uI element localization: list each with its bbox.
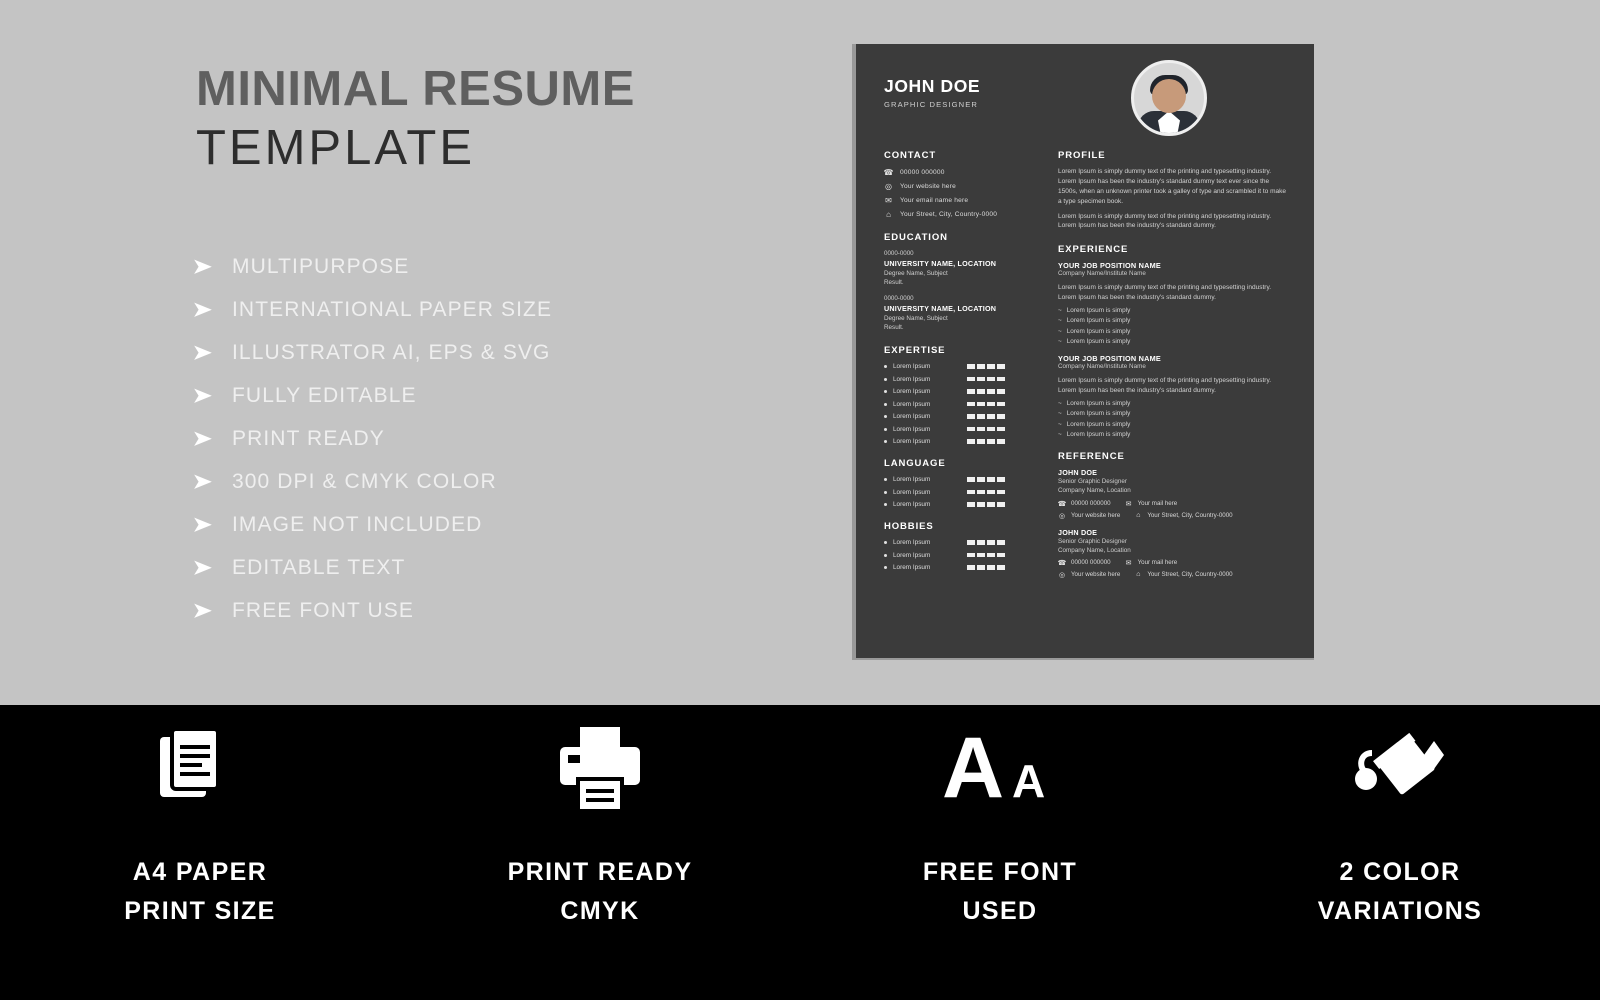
home-icon: ⌂ xyxy=(1136,512,1141,519)
reference-website-text: Your website here xyxy=(1071,571,1121,579)
job-company: Company Name/Institute Name xyxy=(1058,363,1146,371)
skill-bar xyxy=(977,427,985,432)
skill-bar-group xyxy=(967,414,1005,419)
experience-bullet xyxy=(1058,400,1288,407)
title-line-1: MINIMAL RESUME xyxy=(196,62,635,116)
skill-row xyxy=(884,501,1044,508)
skill-bar xyxy=(997,540,1005,545)
education-result: Result. xyxy=(884,278,904,286)
reference-phone-text: 00000 000000 xyxy=(1071,559,1111,567)
reference-contact-row-1 xyxy=(1058,500,1288,508)
skill-bar-group xyxy=(967,565,1005,570)
experience-bullet xyxy=(1058,317,1288,324)
chevron-right-icon: ➤ xyxy=(192,341,212,364)
reference-role: Senior Graphic Designer xyxy=(1058,478,1127,486)
experience-bullet xyxy=(1058,421,1288,428)
skill-bar xyxy=(997,402,1005,407)
experience-bullet-text: Lorem Ipsum is simply xyxy=(1066,338,1131,346)
skill-bar xyxy=(977,439,985,444)
skill-bar xyxy=(997,477,1005,482)
contact-text: 00000 000000 xyxy=(900,169,945,176)
bottom-feature-list xyxy=(0,705,1600,1000)
bullet-dot-icon xyxy=(884,478,887,481)
svg-text:A: A xyxy=(1012,755,1046,807)
printer-icon xyxy=(550,723,650,815)
skill-bar xyxy=(967,439,975,444)
profile-paragraph: Lorem Ipsum is simply dummy text of the printing and typesetting industry. Lorem Ipsum has been the industry's standard dummy text ever since the 1500s, when an unknown printer took a galley of type and scrambled it to make a type specimen book. xyxy=(1058,168,1286,205)
bottom-feature-line-2: USED xyxy=(962,896,1038,925)
bullet-dot-icon xyxy=(884,440,887,443)
skill-row xyxy=(884,539,1044,546)
tilde-icon: ~ xyxy=(1058,317,1062,325)
chevron-right-icon: ➤ xyxy=(192,384,212,407)
feature-item xyxy=(190,460,830,503)
tilde-icon: ~ xyxy=(1058,399,1062,407)
feature-item xyxy=(190,374,830,417)
feature-item xyxy=(190,503,830,546)
experience-section xyxy=(1058,244,1288,438)
skill-bar xyxy=(967,477,975,482)
chevron-right-icon: ➤ xyxy=(192,599,212,622)
experience-bullet xyxy=(1058,431,1288,438)
skill-bar xyxy=(997,502,1005,507)
resume-left-column xyxy=(884,150,1044,584)
skill-bar xyxy=(967,427,975,432)
job-position: YOUR JOB POSITION NAME xyxy=(1058,354,1161,364)
experience-bullet xyxy=(1058,338,1288,345)
experience-entry xyxy=(1058,354,1288,438)
feature-label: IMAGE NOT INCLUDED xyxy=(232,512,483,536)
skill-bar xyxy=(987,477,995,482)
skill-bar xyxy=(997,389,1005,394)
skill-label: Lorem Ipsum xyxy=(893,425,931,433)
skill-bar xyxy=(967,553,975,558)
language-title: LANGUAGE xyxy=(884,458,946,469)
avatar-face xyxy=(1152,79,1186,113)
reference-mail-text: Your mail here xyxy=(1137,559,1178,567)
feature-label: EDITABLE TEXT xyxy=(232,555,406,579)
skill-bar xyxy=(977,389,985,394)
avatar xyxy=(1131,60,1207,136)
skill-row xyxy=(884,376,1044,383)
expertise-section xyxy=(884,345,1044,445)
skill-bar xyxy=(997,553,1005,558)
job-description: Lorem Ipsum is simply dummy text of the printing and typesetting industry. Lorem Ipsum has been the industry's standard dummy. xyxy=(1058,377,1272,394)
tilde-icon: ~ xyxy=(1058,327,1062,335)
skill-bar xyxy=(987,427,995,432)
skill-bar xyxy=(977,402,985,407)
bullet-dot-icon xyxy=(884,566,887,569)
globe-icon: ◎ xyxy=(1058,512,1066,520)
skill-label: Lorem Ipsum xyxy=(893,551,931,559)
skill-bar xyxy=(977,377,985,382)
experience-bullet-text: Lorem Ipsum is simply xyxy=(1066,431,1131,439)
skill-bar xyxy=(987,553,995,558)
reference-contact-row-2 xyxy=(1058,571,1288,579)
skill-label: Lorem Ipsum xyxy=(893,539,931,546)
tilde-icon: ~ xyxy=(1058,431,1062,439)
skill-bar xyxy=(967,540,975,545)
skill-bar xyxy=(987,439,995,444)
reference-title: REFERENCE xyxy=(1058,451,1125,463)
skill-bar-group xyxy=(967,402,1005,407)
contact-row xyxy=(884,168,1044,177)
skill-bar xyxy=(977,565,985,570)
resume-right-column xyxy=(1058,150,1288,592)
experience-bullet-text: Lorem Ipsum is simply xyxy=(1066,327,1131,335)
skill-bar xyxy=(967,490,975,495)
experience-bullet-text: Lorem Ipsum is simply xyxy=(1066,317,1131,325)
title-line-2: TEMPLATE xyxy=(196,120,476,175)
skill-row xyxy=(884,426,1044,433)
reference-address xyxy=(1134,512,1232,520)
contact-text: Your Street, City, Country-0000 xyxy=(900,211,998,218)
experience-bullet-text: Lorem Ipsum is simply xyxy=(1066,420,1131,428)
bullet-dot-icon xyxy=(884,365,887,368)
feature-label: MULTIPURPOSE xyxy=(232,254,410,278)
bottom-feature-line-2: VARIATIONS xyxy=(1317,896,1483,925)
contact-text: Your email name here xyxy=(900,197,969,204)
font-icon xyxy=(940,723,1060,815)
education-entry xyxy=(884,250,1044,287)
profile-paragraph: Lorem Ipsum is simply dummy text of the printing and typesetting industry. Lorem Ipsum has been the industry's standard dummy. xyxy=(1058,212,1272,230)
skill-bar-group xyxy=(967,502,1005,507)
reference-name: JOHN DOE xyxy=(1058,527,1098,537)
bottom-feature xyxy=(0,705,400,1000)
skill-bar-group xyxy=(967,553,1005,558)
reference-role: Senior Graphic Designer xyxy=(1058,537,1127,545)
skill-bar-group xyxy=(967,477,1005,482)
bullet-dot-icon xyxy=(884,415,887,418)
experience-bullet-text: Lorem Ipsum is simply xyxy=(1066,399,1131,407)
resume-name: JOHN DOE xyxy=(884,76,981,96)
skill-row xyxy=(884,552,1044,559)
skill-row xyxy=(884,388,1044,395)
skill-row xyxy=(884,401,1044,408)
chevron-right-icon: ➤ xyxy=(192,470,212,493)
feature-label: PRINT READY xyxy=(232,426,385,450)
skill-bar-group xyxy=(967,427,1005,432)
skill-bar xyxy=(997,490,1005,495)
skill-bar xyxy=(977,477,985,482)
bottom-feature-line-1: PRINT READY xyxy=(507,858,693,886)
phone-icon: ☎ xyxy=(883,168,894,177)
documents-icon xyxy=(154,723,246,815)
skill-bar xyxy=(967,377,975,382)
bullet-dot-icon xyxy=(884,503,887,506)
phone-icon: ☎ xyxy=(1057,500,1067,508)
reference-company: Company Name, Location xyxy=(1058,546,1131,554)
skill-bar xyxy=(977,490,985,495)
reference-company: Company Name, Location xyxy=(1058,487,1131,495)
skill-bar-group xyxy=(967,364,1005,369)
skill-label: Lorem Ipsum xyxy=(893,501,931,508)
skill-bar xyxy=(997,364,1005,369)
feature-label: FULLY EDITABLE xyxy=(232,383,417,407)
reference-website xyxy=(1058,512,1120,520)
education-title: EDUCATION xyxy=(884,232,948,243)
reference-mail-text: Your mail here xyxy=(1137,500,1178,507)
skill-bar xyxy=(967,364,975,369)
tilde-icon: ~ xyxy=(1058,338,1062,346)
experience-bullet-text: Lorem Ipsum is simply xyxy=(1066,306,1131,314)
skill-label: Lorem Ipsum xyxy=(893,388,931,395)
feature-label: INTERNATIONAL PAPER SIZE xyxy=(232,297,553,321)
profile-title: PROFILE xyxy=(1058,150,1106,161)
skill-row xyxy=(884,489,1044,496)
skill-row xyxy=(884,438,1044,445)
education-section xyxy=(884,232,1044,332)
skill-bar xyxy=(967,389,975,394)
globe-icon: ◎ xyxy=(1058,571,1066,579)
reference-phone xyxy=(1058,500,1111,508)
globe-icon: ◎ xyxy=(885,182,892,191)
education-date: 0000-0000 xyxy=(884,250,914,257)
skill-bar xyxy=(977,502,985,507)
education-degree: Degree Name, Subject xyxy=(884,315,948,322)
feature-item xyxy=(190,589,830,632)
expertise-title: EXPERTISE xyxy=(884,345,946,356)
chevron-right-icon: ➤ xyxy=(192,255,212,278)
skill-bar xyxy=(997,439,1005,444)
skill-bar xyxy=(967,502,975,507)
education-date: 0000-0000 xyxy=(884,295,914,302)
language-section xyxy=(884,458,1044,508)
feature-list xyxy=(190,245,830,632)
profile-section xyxy=(1058,150,1288,231)
skill-bar xyxy=(987,364,995,369)
bullet-dot-icon xyxy=(884,491,887,494)
skill-label: Lorem Ipsum xyxy=(893,413,931,420)
skill-bar-group xyxy=(967,377,1005,382)
job-position: YOUR JOB POSITION NAME xyxy=(1058,261,1161,271)
resume-preview xyxy=(856,44,1314,658)
skill-bar-group xyxy=(967,439,1005,444)
mail-icon: ✉ xyxy=(1125,500,1132,508)
feature-item xyxy=(190,417,830,460)
home-icon: ⌂ xyxy=(1136,571,1141,579)
bottom-feature-line-1: 2 COLOR xyxy=(1339,858,1461,886)
phone-icon: ☎ xyxy=(1057,559,1067,567)
skill-bar-group xyxy=(967,490,1005,495)
experience-bullet-text: Lorem Ipsum is simply xyxy=(1066,410,1131,418)
experience-bullet xyxy=(1058,410,1288,417)
skill-bar xyxy=(987,414,995,419)
bottom-feature xyxy=(1200,705,1600,1000)
bottom-feature xyxy=(800,705,1200,1000)
skill-row xyxy=(884,476,1044,483)
reference-contact-row-2 xyxy=(1058,512,1288,520)
hobbies-section xyxy=(884,521,1044,571)
skill-label: Lorem Ipsum xyxy=(893,375,931,383)
home-icon: ⌂ xyxy=(886,210,891,219)
contact-row xyxy=(884,210,1044,219)
skill-label: Lorem Ipsum xyxy=(893,564,931,571)
page-title xyxy=(196,62,816,179)
svg-text:A: A xyxy=(942,723,1005,815)
bullet-dot-icon xyxy=(884,378,887,381)
skill-label: Lorem Ipsum xyxy=(893,488,931,496)
resume-role: GRAPHIC DESIGNER xyxy=(884,100,978,109)
skill-bar xyxy=(987,377,995,382)
reference-address-text: Your Street, City, Country-0000 xyxy=(1147,512,1233,519)
bullet-dot-icon xyxy=(884,541,887,544)
experience-title: EXPERIENCE xyxy=(1058,244,1129,256)
contact-row xyxy=(884,196,1044,205)
reference-contact-row-1 xyxy=(1058,559,1288,567)
skill-bar xyxy=(967,402,975,407)
bottom-feature-caption xyxy=(124,853,276,931)
reference-phone-text: 00000 000000 xyxy=(1071,500,1111,507)
bullet-dot-icon xyxy=(884,403,887,406)
feature-item xyxy=(190,546,830,589)
mail-icon: ✉ xyxy=(1125,559,1132,567)
skill-row xyxy=(884,413,1044,420)
bottom-feature-line-1: FREE FONT xyxy=(922,858,1078,886)
skill-row xyxy=(884,363,1044,370)
feature-item xyxy=(190,245,830,288)
skill-bar xyxy=(997,414,1005,419)
chevron-right-icon: ➤ xyxy=(192,513,212,536)
reference-mail xyxy=(1125,500,1178,508)
reference-address-text: Your Street, City, Country-0000 xyxy=(1147,571,1233,579)
skill-bar xyxy=(977,540,985,545)
reference-name: JOHN DOE xyxy=(1058,468,1098,478)
bottom-feature-line-2: PRINT SIZE xyxy=(124,896,276,925)
hobbies-title: HOBBIES xyxy=(884,521,934,532)
tilde-icon: ~ xyxy=(1058,410,1062,418)
skill-bar xyxy=(997,565,1005,570)
skill-bar xyxy=(997,427,1005,432)
skill-bar xyxy=(987,490,995,495)
contact-title: CONTACT xyxy=(884,150,937,161)
contact-row xyxy=(884,182,1044,191)
bottom-feature-caption xyxy=(923,853,1077,931)
feature-item xyxy=(190,331,830,374)
skill-bar xyxy=(987,389,995,394)
skill-label: Lorem Ipsum xyxy=(893,438,931,445)
job-description: Lorem Ipsum is simply dummy text of the printing and typesetting industry. Lorem Ipsum has been the industry's standard dummy. xyxy=(1058,284,1272,301)
tilde-icon: ~ xyxy=(1058,306,1062,314)
bullet-dot-icon xyxy=(884,554,887,557)
education-degree: Degree Name, Subject xyxy=(884,270,948,277)
reference-mail xyxy=(1125,559,1178,567)
bullet-dot-icon xyxy=(884,390,887,393)
education-school: UNIVERSITY NAME, LOCATION xyxy=(884,304,997,313)
skill-bar xyxy=(987,540,995,545)
chevron-right-icon: ➤ xyxy=(192,556,212,579)
feature-label: ILLUSTRATOR AI, EPS & SVG xyxy=(232,340,551,364)
mail-icon: ✉ xyxy=(885,196,892,205)
reference-entry xyxy=(1058,468,1288,519)
experience-bullet xyxy=(1058,307,1288,314)
experience-entry xyxy=(1058,261,1288,345)
skill-bar-group xyxy=(967,540,1005,545)
contact-section xyxy=(884,150,1044,219)
chevron-right-icon: ➤ xyxy=(192,298,212,321)
education-entry xyxy=(884,295,1044,332)
reference-section xyxy=(1058,451,1288,579)
skill-label: Lorem Ipsum xyxy=(893,363,931,370)
job-company: Company Name/Institute Name xyxy=(1058,270,1146,278)
skill-row xyxy=(884,564,1044,571)
bullet-dot-icon xyxy=(884,428,887,431)
skill-bar xyxy=(977,364,985,369)
bottom-feature-caption xyxy=(508,853,693,931)
bottom-feature-caption xyxy=(1318,853,1482,931)
bottom-feature xyxy=(400,705,800,1000)
reference-phone xyxy=(1058,559,1111,567)
education-school: UNIVERSITY NAME, LOCATION xyxy=(884,259,997,268)
paint-bucket-icon xyxy=(1350,723,1450,815)
experience-bullet xyxy=(1058,328,1288,335)
contact-text: Your website here xyxy=(900,183,956,190)
education-result: Result. xyxy=(884,323,904,331)
bottom-feature-line-2: CMYK xyxy=(560,896,640,925)
skill-label: Lorem Ipsum xyxy=(893,400,931,408)
skill-bar xyxy=(987,402,995,407)
profile-text xyxy=(1058,167,1288,231)
feature-label: 300 DPI & CMYK COLOR xyxy=(232,469,497,493)
skill-bar xyxy=(987,565,995,570)
skill-label: Lorem Ipsum xyxy=(893,476,931,483)
bottom-bar xyxy=(0,705,1600,1000)
skill-bar xyxy=(987,502,995,507)
skill-bar xyxy=(977,414,985,419)
feature-item xyxy=(190,288,830,331)
skill-bar xyxy=(967,414,975,419)
reference-entry xyxy=(1058,528,1288,579)
reference-website xyxy=(1058,571,1120,579)
feature-label: FREE FONT USE xyxy=(232,598,414,622)
skill-bar-group xyxy=(967,389,1005,394)
reference-address xyxy=(1134,571,1232,579)
chevron-right-icon: ➤ xyxy=(192,427,212,450)
bottom-feature-line-1: A4 PAPER xyxy=(132,858,268,886)
reference-website-text: Your website here xyxy=(1071,512,1121,519)
skill-bar xyxy=(977,553,985,558)
skill-bar xyxy=(997,377,1005,382)
skill-bar xyxy=(967,565,975,570)
tilde-icon: ~ xyxy=(1058,420,1062,428)
